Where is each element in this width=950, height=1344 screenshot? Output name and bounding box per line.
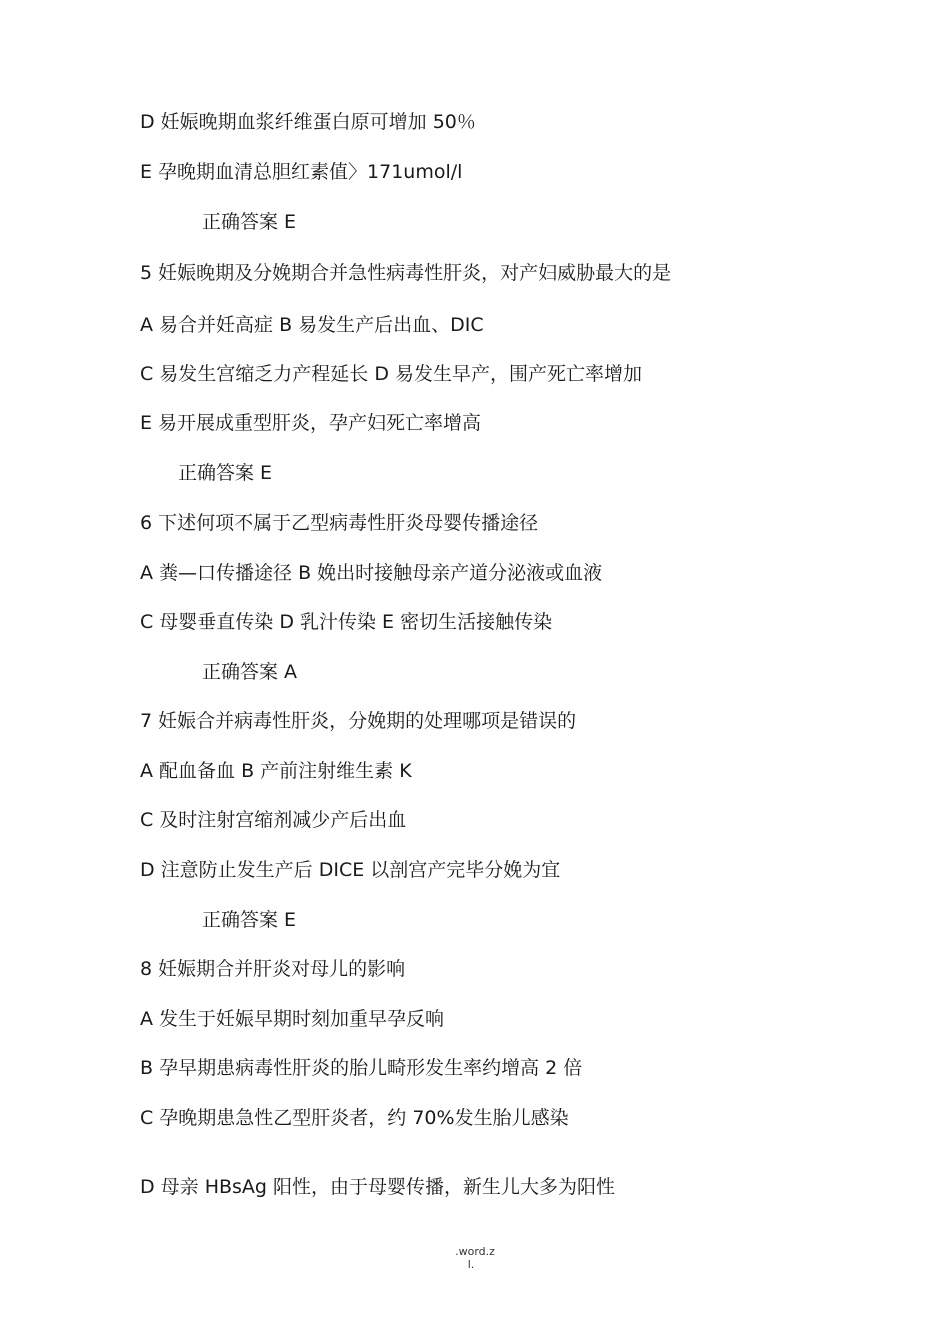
question-5: 5 妊娠晚期及分娩期合并急性病毒性肝炎，对产妇威胁最大的是: [140, 262, 672, 284]
options-cde-q6: C 母婴垂直传染 D 乳汁传染 E 密切生活接触传染: [140, 611, 553, 633]
option-c-q8: C 孕晚期患急性乙型肝炎者，约 70%发生胎儿感染: [140, 1107, 569, 1129]
option-e-q4: E 孕晚期血清总胆红素值〉171umol/l: [140, 161, 463, 183]
answer-q4: 正确答案 E: [202, 211, 297, 233]
question-8: 8 妊娠期合并肝炎对母儿的影响: [140, 958, 406, 980]
answer-q6: 正确答案 A: [202, 661, 298, 683]
footer-line-1: .word.z: [455, 1245, 495, 1258]
footer-line-2: l.: [467, 1258, 475, 1271]
options-ab-q7: A 配血备血 B 产前注射维生素 K: [140, 760, 412, 782]
options-cd-q5: C 易发生宫缩乏力产程延长 D 易发生早产，围产死亡率增加: [140, 363, 643, 385]
options-ab-q5: A 易合并妊高症 B 易发生产后出血、DIC: [140, 314, 484, 336]
option-a-q8: A 发生于妊娠早期时刻加重早孕反响: [140, 1008, 445, 1030]
option-c-q7: C 及时注射宫缩剂减少产后出血: [140, 809, 407, 831]
answer-q5: 正确答案 E: [178, 462, 273, 484]
answer-q7: 正确答案 E: [202, 909, 297, 931]
option-b-q8: B 孕早期患病毒性肝炎的胎儿畸形发生率约增高 2 倍: [140, 1057, 583, 1079]
question-7: 7 妊娠合并病毒性肝炎，分娩期的处理哪项是错误的: [140, 710, 577, 732]
options-ab-q6: A 粪—口传播途径 B 娩出时接触母亲产道分泌液或血液: [140, 562, 603, 584]
question-6: 6 下述何项不属于乙型病毒性肝炎母婴传播途径: [140, 512, 539, 534]
options-de-q7: D 注意防止发生产后 DICE 以剖宫产完毕分娩为宜: [140, 859, 561, 881]
option-e-q5: E 易开展成重型肝炎，孕产妇死亡率增高: [140, 412, 482, 434]
option-d-q4: D 妊娠晚期血浆纤维蛋白原可增加 50％: [140, 111, 476, 133]
option-d-q8: D 母亲 HBsAg 阳性，由于母婴传播，新生儿大多为阳性: [140, 1176, 616, 1198]
